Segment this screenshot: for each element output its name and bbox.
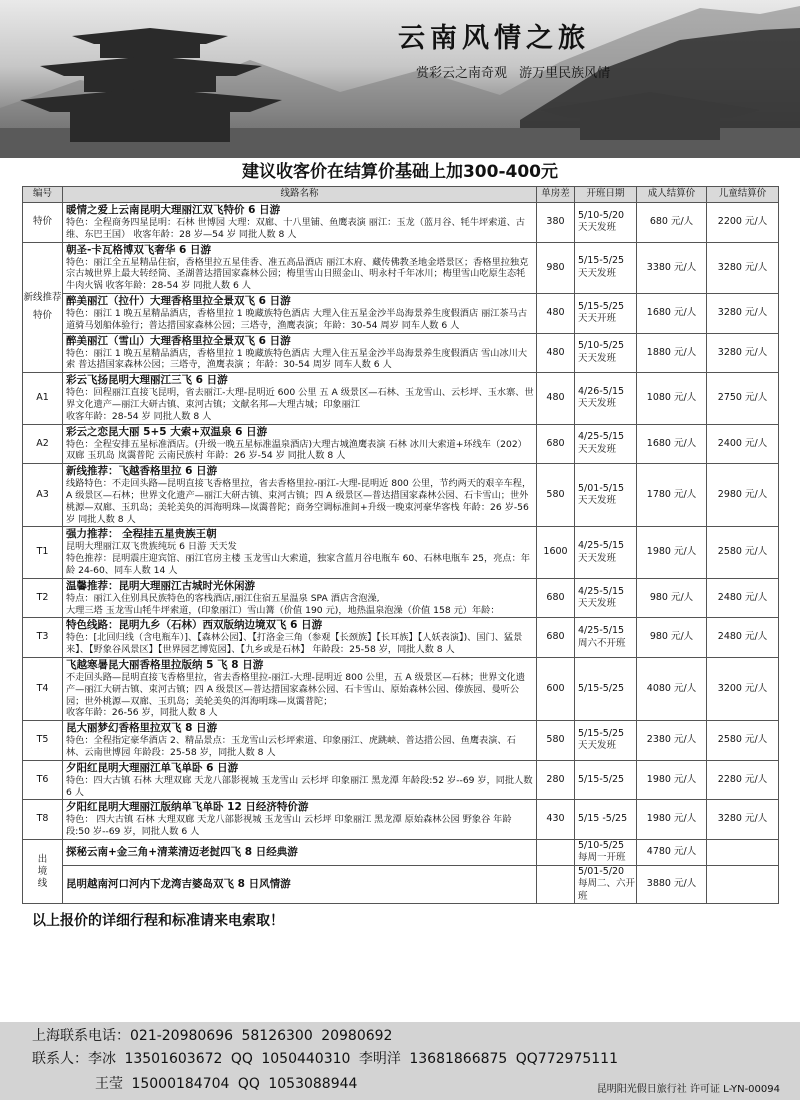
cell-single-supplement: 1600 (537, 527, 575, 578)
route-title: 夕阳红昆明大理丽江版纳单飞单卧 12 日经济特价游 (66, 801, 309, 814)
table-row (23, 760, 779, 800)
cell-route (63, 242, 537, 293)
cell-dates: 5/10-5/20 天天发班 (575, 203, 637, 243)
cell-child-price (707, 865, 779, 904)
cell-child-price: 2480 元/人 (707, 578, 779, 618)
cell-single-supplement: 380 (537, 203, 575, 243)
cell-code: T6 (23, 760, 63, 800)
cell-dates: 5/10-5/25 天天发班 (575, 333, 637, 373)
cell-dates: 4/25-5/15 天天发班 (575, 424, 637, 464)
cell-route (63, 657, 537, 720)
header-single: 单房差 (537, 187, 575, 203)
cell-child-price: 3280 元/人 (707, 293, 779, 333)
cell-adult-price: 3880 元/人 (637, 865, 707, 904)
route-title: 夕阳红昆明大理丽江单飞单卧 6 日游 (66, 761, 239, 774)
contact-panel (0, 1022, 800, 1100)
cell-route (63, 464, 537, 527)
cell-dates: 4/26-5/15 天天发班 (575, 373, 637, 424)
cell-child-price: 2750 元/人 (707, 373, 779, 424)
cell-adult-price: 3380 元/人 (637, 242, 707, 293)
cell-route (63, 333, 537, 373)
table-row (23, 618, 779, 658)
table-row (23, 203, 779, 243)
route-title: 暖情之爱上云南昆明大理丽江双飞特价 6 日游 (66, 204, 281, 216)
table-row (23, 865, 779, 904)
cell-single-supplement: 980 (537, 242, 575, 293)
table-row (23, 424, 779, 464)
route-description: 特点：丽江入住别具民族特色的客栈酒店,丽江住宿五星温泉 SPA 酒店含泡澡, 大理三塔 玉龙雪山牦牛坪索道，(印象丽江）雪山篝（价值 190 元)，地热温泉泡澡（价值 158 元）年龄： (66, 592, 500, 616)
cell-dates: 5/01-5/15 天天发班 (575, 464, 637, 527)
group-cell-new (23, 242, 63, 373)
cell-dates: 5/15-5/25 (575, 760, 637, 800)
cell-adult-price: 1980 元/人 (637, 800, 707, 840)
cell-adult-price: 680 元/人 (637, 203, 707, 243)
route-title: 飞越寒暑昆大丽香格里拉版纳 5 飞 8 日游 (66, 658, 264, 671)
cell-route (63, 721, 537, 761)
table-body (23, 203, 779, 904)
cell-dates: 5/15 -5/25 (575, 800, 637, 840)
cell-code: T2 (23, 578, 63, 618)
route-description: 线路特色：不走回头路—昆明直接飞香格里拉，省去香格里拉-丽江-大理-昆明近 800 公里，节约两天的艰辛车程，A 级景区—石林；世界文化遗产—丽江大研古镇、束河古镇；四 A 级景区—普达措国家森林公园、石卡雪山；世外桃源—双廊、玉玑岛；美轮美奂的洱海明珠—岚霭普陀；商务空调标准间+升级一晚束河豪华客栈 年龄：26 岁-56 岁 同批人数 8 人 (66, 478, 532, 525)
header-banner (0, 0, 800, 158)
page-subtitle: 赏彩云之南奇观 游万里民族风情 (416, 66, 611, 81)
route-title: 昆大丽梦幻香格里拉双飞 8 日游 (66, 722, 218, 735)
cell-code: T1 (23, 527, 63, 578)
cell-dates: 5/15-5/25 天天发班 (575, 721, 637, 761)
cell-single-supplement: 680 (537, 578, 575, 618)
cell-adult-price: 1980 元/人 (637, 527, 707, 578)
cell-child-price: 2280 元/人 (707, 760, 779, 800)
cell-route (63, 865, 537, 904)
cell-dates: 5/10-5/25 每周一开班 (575, 839, 637, 865)
cell-single-supplement: 480 (537, 333, 575, 373)
cell-child-price: 2580 元/人 (707, 527, 779, 578)
cell-child-price (707, 839, 779, 865)
table-row (23, 527, 779, 578)
cell-adult-price: 4780 元/人 (637, 839, 707, 865)
group-label-special: 特价 (32, 310, 52, 322)
cell-adult-price: 2380 元/人 (637, 721, 707, 761)
table-row (23, 721, 779, 761)
contact-phone: 上海联系电话：021-20980696 58126300 20980692 (32, 1028, 393, 1044)
cell-child-price: 2980 元/人 (707, 464, 779, 527)
cell-route (63, 424, 537, 464)
route-title: 特色线路：昆明九乡（石林）西双版纳边境双飞 6 日游 (66, 619, 323, 632)
cell-code: T3 (23, 618, 63, 658)
table-row (23, 464, 779, 527)
table-row (23, 839, 779, 865)
cell-single-supplement (537, 839, 575, 865)
cell-route (63, 293, 537, 333)
route-title: 探秘云南+金三角+清莱清迈老挝四飞 8 日经典游 (66, 845, 298, 858)
cell-single-supplement (537, 865, 575, 904)
contact-line-2: 王莹 15000184704 QQ 1053088944 (95, 1076, 358, 1092)
cell-single-supplement: 680 (537, 424, 575, 464)
header-route: 线路名称 (63, 187, 537, 203)
page-title: 云南风情之旅 (398, 23, 590, 54)
route-description: 特色：[北回归线（含电瓶车）]、【森林公园】、【打洛金三角（参观【长颈族】【长耳族】【人妖表演】)、国门、猛景来】、【野象谷风景区】【世界园艺博览园】、【九乡或是石林】 年龄段：25-58 岁，同批人数 8 人 (66, 632, 523, 656)
cell-single-supplement: 480 (537, 373, 575, 424)
cell-route (63, 203, 537, 243)
cell-adult-price: 980 元/人 (637, 618, 707, 658)
route-description: 特色：丽江 1 晚五星精品酒店，香格里拉 1 晚藏族特色酒店 大理入住五星金沙半岛海景养生度假酒店 雪山冰川大索 普达措国家森林公园；三塔寺，渔鹰表演 ；年龄：30-54 周岁 同车人数 6 人 (66, 347, 528, 371)
price-notice: 建议收客价在结算价基础上加300-400元 (241, 162, 559, 182)
cell-single-supplement: 580 (537, 464, 575, 527)
cell-child-price: 3280 元/人 (707, 333, 779, 373)
cell-dates: 4/25-5/15 周六不开班 (575, 618, 637, 658)
cell-route (63, 760, 537, 800)
cell-adult-price: 1680 元/人 (637, 293, 707, 333)
cell-child-price: 3200 元/人 (707, 657, 779, 720)
cell-route (63, 839, 537, 865)
cell-child-price: 2400 元/人 (707, 424, 779, 464)
route-description: 特色：丽江 1 晚五星精品酒店，香格里拉 1 晚藏族特色酒店 大理入住五星金沙半岛海景养生度假酒店 丽江茶马古道骑马划船体验行；普达措国家森林公园；三塔寺，渔鹰表演；年龄：30-54 周岁 同车人数 6 人 (66, 307, 528, 331)
cell-adult-price: 1980 元/人 (637, 760, 707, 800)
table-row (23, 293, 779, 333)
route-title: 新线推荐：飞越香格里拉 6 日游 (66, 465, 218, 478)
cell-adult-price: 980 元/人 (637, 578, 707, 618)
route-title: 醉美丽江（拉什）大理香格里拉全景双飞 6 日游 (66, 294, 291, 307)
cell-route (63, 618, 537, 658)
route-description: 特色：回程丽江直接飞昆明，省去丽江-大理-昆明近 600 公里 五 A 级景区—石林、玉龙雪山、云杉坪、玉水寨、世界文化遗产—丽江大研古镇、束河古镇；文献名邦—大理古城；印象丽江 收客年龄：28-54 岁 同批人数 8 人 (66, 387, 534, 422)
cell-adult-price: 1680 元/人 (637, 424, 707, 464)
header-dates: 开班日期 (575, 187, 637, 203)
table-row (23, 578, 779, 618)
cell-code: T8 (23, 800, 63, 840)
cell-dates: 5/15-5/25 天天发班 (575, 242, 637, 293)
cell-child-price: 2480 元/人 (707, 618, 779, 658)
cell-dates: 5/15-5/25 天天开班 (575, 293, 637, 333)
route-title: 强力推荐： 全程挂五星贵族王朝 (66, 528, 217, 541)
route-price-table (22, 186, 779, 904)
table-row (23, 657, 779, 720)
route-title: 醉美丽江（雪山）大理香格里拉全景双飞 6 日游 (66, 334, 291, 347)
cell-route (63, 578, 537, 618)
table-row (23, 333, 779, 373)
cell-adult-price: 1780 元/人 (637, 464, 707, 527)
route-title: 朝圣-卡瓦格博双飞奢华 6 日游 (66, 243, 211, 256)
cell-route (63, 800, 537, 840)
table-header-row (23, 187, 779, 203)
cell-code: A1 (23, 373, 63, 424)
cell-single-supplement: 430 (537, 800, 575, 840)
cell-code: A3 (23, 464, 63, 527)
cell-adult-price: 1880 元/人 (637, 333, 707, 373)
cell-route (63, 373, 537, 424)
cell-dates: 4/25-5/15 天天发班 (575, 527, 637, 578)
route-description: 特色：丽江全五星精品住宿，香格里拉五星佳香、准五高品酒店 丽江木府、藏传佛教圣地金塔景区；香格里拉独克宗古城世界上最大转经筒、圣湖普达措国家森林公园；梅里雪山日照金山、明永村千年冰川；梅里雪山吃原生态牦牛肉火锅 收客年龄：28-54 岁 同批人数 6 人 (66, 256, 529, 292)
header-adult: 成人结算价 (637, 187, 707, 203)
cell-adult-price: 4080 元/人 (637, 657, 707, 720)
cell-child-price: 2200 元/人 (707, 203, 779, 243)
cell-code: A2 (23, 424, 63, 464)
cell-code: 特价 (23, 203, 63, 243)
cell-child-price: 2580 元/人 (707, 721, 779, 761)
table-row (23, 242, 779, 293)
route-description: 特色：全程商务四星昆明：石林 世博园 大理：双廊、十八里铺、鱼鹰表演 丽江：玉龙（蓝月谷、牦牛坪索道、古维、东巴王国） 收客年龄：28 岁—54 岁 同批人数 8 人 (66, 217, 525, 240)
group-label-exit: 出境线 (37, 853, 48, 889)
cell-single-supplement: 600 (537, 657, 575, 720)
table-row (23, 373, 779, 424)
route-description: 特色： 四大古镇 石林 大理双廊 天龙八部影视城 玉龙雪山 云杉坪 印象丽江 黑龙潭 原始森林公园 野象谷 年龄段:50 岁--69 岁，同批人数 6 人 (66, 814, 512, 838)
cell-single-supplement: 680 (537, 618, 575, 658)
header-child: 儿童结算价 (707, 187, 779, 203)
cell-single-supplement: 580 (537, 721, 575, 761)
cell-dates: 4/25-5/15 天天发班 (575, 578, 637, 618)
route-title: 彩云飞扬昆明大理丽江三飞 6 日游 (66, 374, 228, 387)
agency-license: 昆明阳光假日旅行社 许可证 L-YN-00094 (596, 1084, 780, 1095)
group-cell-exit (23, 839, 63, 904)
cell-code: T5 (23, 721, 63, 761)
route-title: 彩云之恋昆大丽 5+5 大索+双温泉 6 日游 (66, 425, 268, 438)
table-row (23, 800, 779, 840)
route-description: 特色：全程安排五星标准酒店。(升级一晚五星标准温泉酒店)大理古城渔鹰表演 石林 冰川大索道+环线车（202）双廊 玉玑岛 岚霭普陀 云南民族村 年龄：26 岁-54 岁 同批人数 8 人 (66, 438, 527, 462)
group-label-new: 新线推荐 (23, 291, 62, 303)
cell-single-supplement: 280 (537, 760, 575, 800)
cell-child-price: 3280 元/人 (707, 242, 779, 293)
route-title: 昆明越南河口河内下龙湾吉婆岛双飞 8 日风情游 (66, 878, 291, 891)
cell-dates: 5/01-5/20 每周二、六开班 (575, 865, 637, 904)
cell-dates: 5/15-5/25 (575, 657, 637, 720)
contact-line-1: 联系人：李冰 13501603672 QQ 1050440310 李明洋 13681866875 QQ772975111 (32, 1051, 618, 1067)
cell-child-price: 3280 元/人 (707, 800, 779, 840)
route-description: 特色：全程指定豪华酒店 2、精品景点：玉龙雪山云杉坪索道、印象丽江、虎跳峡、普达措公园、鱼鹰表演、石林、云南世博园 年龄段：25-58 岁，同批人数 8 人 (66, 735, 516, 758)
cell-code: T4 (23, 657, 63, 720)
route-title: 温馨推荐：昆明大理丽江古城时光休闲游 (66, 579, 255, 592)
cell-adult-price: 1080 元/人 (637, 373, 707, 424)
cell-single-supplement: 480 (537, 293, 575, 333)
route-description: 不走回头路—昆明直接飞香格里拉，省去香格里拉-丽江-大理-昆明近 800 公里，五 A 级景区—石林；世界文化遗产—丽江大研古镇、束河古镇；四 A 级景区—普达措国家森林公园、石卡雪山、原始森林公园、傣族园、曼听公园；世外桃源—双廊、玉玑岛；美轮美奂的洱海明珠—岚霭普陀； 收客年龄：26-56 岁，同批人数 8 人 (66, 671, 525, 719)
route-description: 特色：四大古镇 石林 大理双廊 天龙八部影视城 玉龙雪山 云杉坪 印象丽江 黑龙潭 年龄段:52 岁--69 岁，同批人数 6 人 (66, 774, 533, 798)
cell-route (63, 527, 537, 578)
route-description: 昆明大理丽江双飞贵族纯玩 6 日游 天天发 特色推荐：昆明震庄迎宾馆、丽江官房主楼 玉龙雪山大索道，独家含蓝月谷电瓶车 60、石林电瓶车 25，亮点：年龄 24-60、同车人数 14 人 (66, 541, 530, 576)
header-code: 编号 (23, 187, 63, 203)
footer-note: 以上报价的详细行程和标准请来电索取！ (32, 913, 284, 930)
